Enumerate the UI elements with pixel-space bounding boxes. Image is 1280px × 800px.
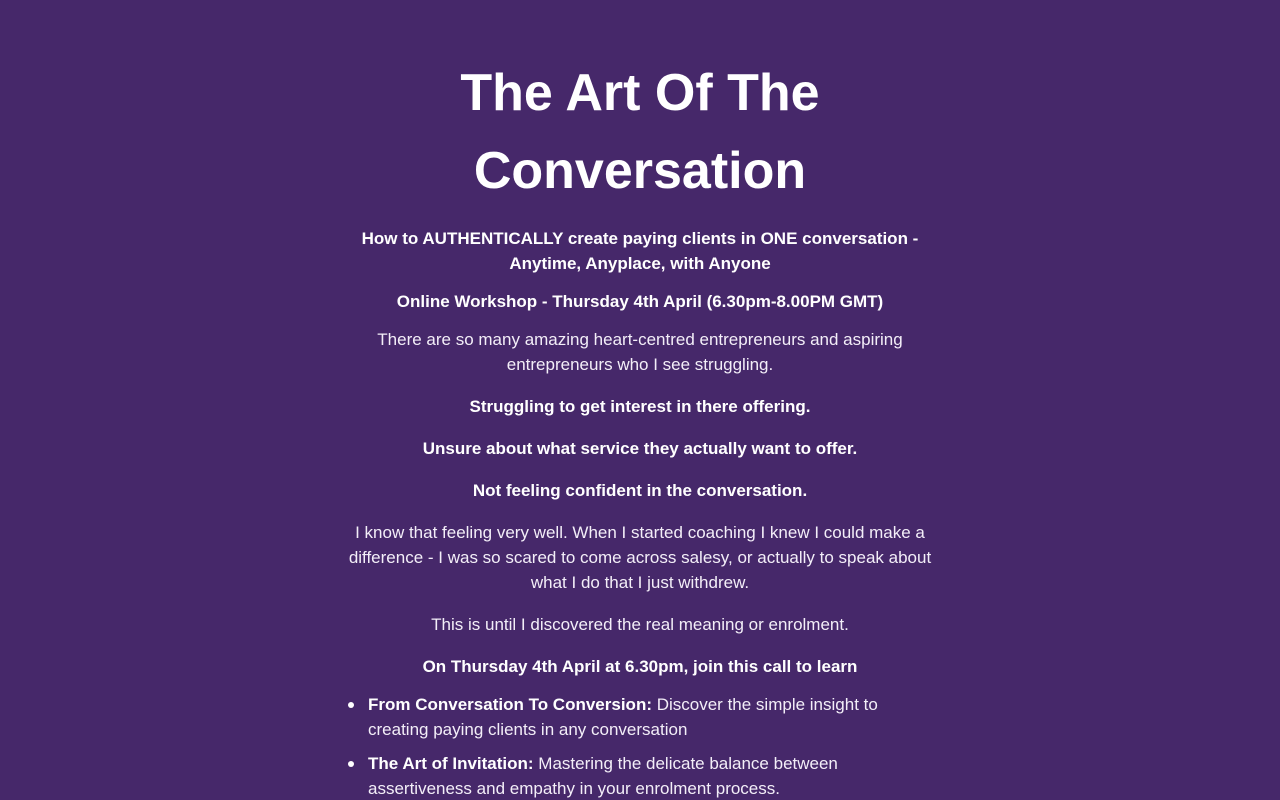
list-item [348, 692, 932, 742]
learn-list [348, 692, 932, 800]
list-item-title: From Conversation To Conversion: [368, 695, 652, 714]
story-text: I know that feeling very well. When I started coaching I knew I could make a difference - I was so scared to come across salesy, or actually to speak about what I do that I just withdrew. [348, 523, 932, 592]
bullet-icon [348, 702, 354, 708]
workshop-date: Online Workshop - Thursday 4th April (6.30pm-8.00PM GMT) [396, 292, 884, 311]
struggle-service: Unsure about what service they actually want to offer. [422, 439, 858, 458]
list-item-text: Discover the simple insight to creating paying clients in any conversation [368, 695, 878, 739]
struggle-interest: Struggling to get interest in there offering. [469, 397, 811, 416]
bullet-icon [348, 761, 354, 767]
list-item [348, 751, 932, 800]
page-subtitle: How to AUTHENTICALLY create paying clients in ONE conversation - Anytime, Anyplace, with Anyone [361, 229, 919, 273]
call-to-learn: On Thursday 4th April at 6.30pm, join this call to learn [422, 657, 858, 676]
list-item-text: Mastering the delicate balance between assertiveness and empathy in your enrolment process. [368, 754, 838, 798]
struggle-confidence: Not feeling confident in the conversation. [472, 481, 808, 500]
intro-text: There are so many amazing heart-centred entrepreneurs and aspiring entrepreneurs who I see struggling. [377, 330, 903, 374]
list-item-title: The Art of Invitation: [368, 754, 534, 773]
page-title: The Art Of The Conversation [460, 64, 820, 200]
main-content [348, 0, 932, 800]
discovery-text: This is until I discovered the real meaning or enrolment. [431, 615, 849, 634]
